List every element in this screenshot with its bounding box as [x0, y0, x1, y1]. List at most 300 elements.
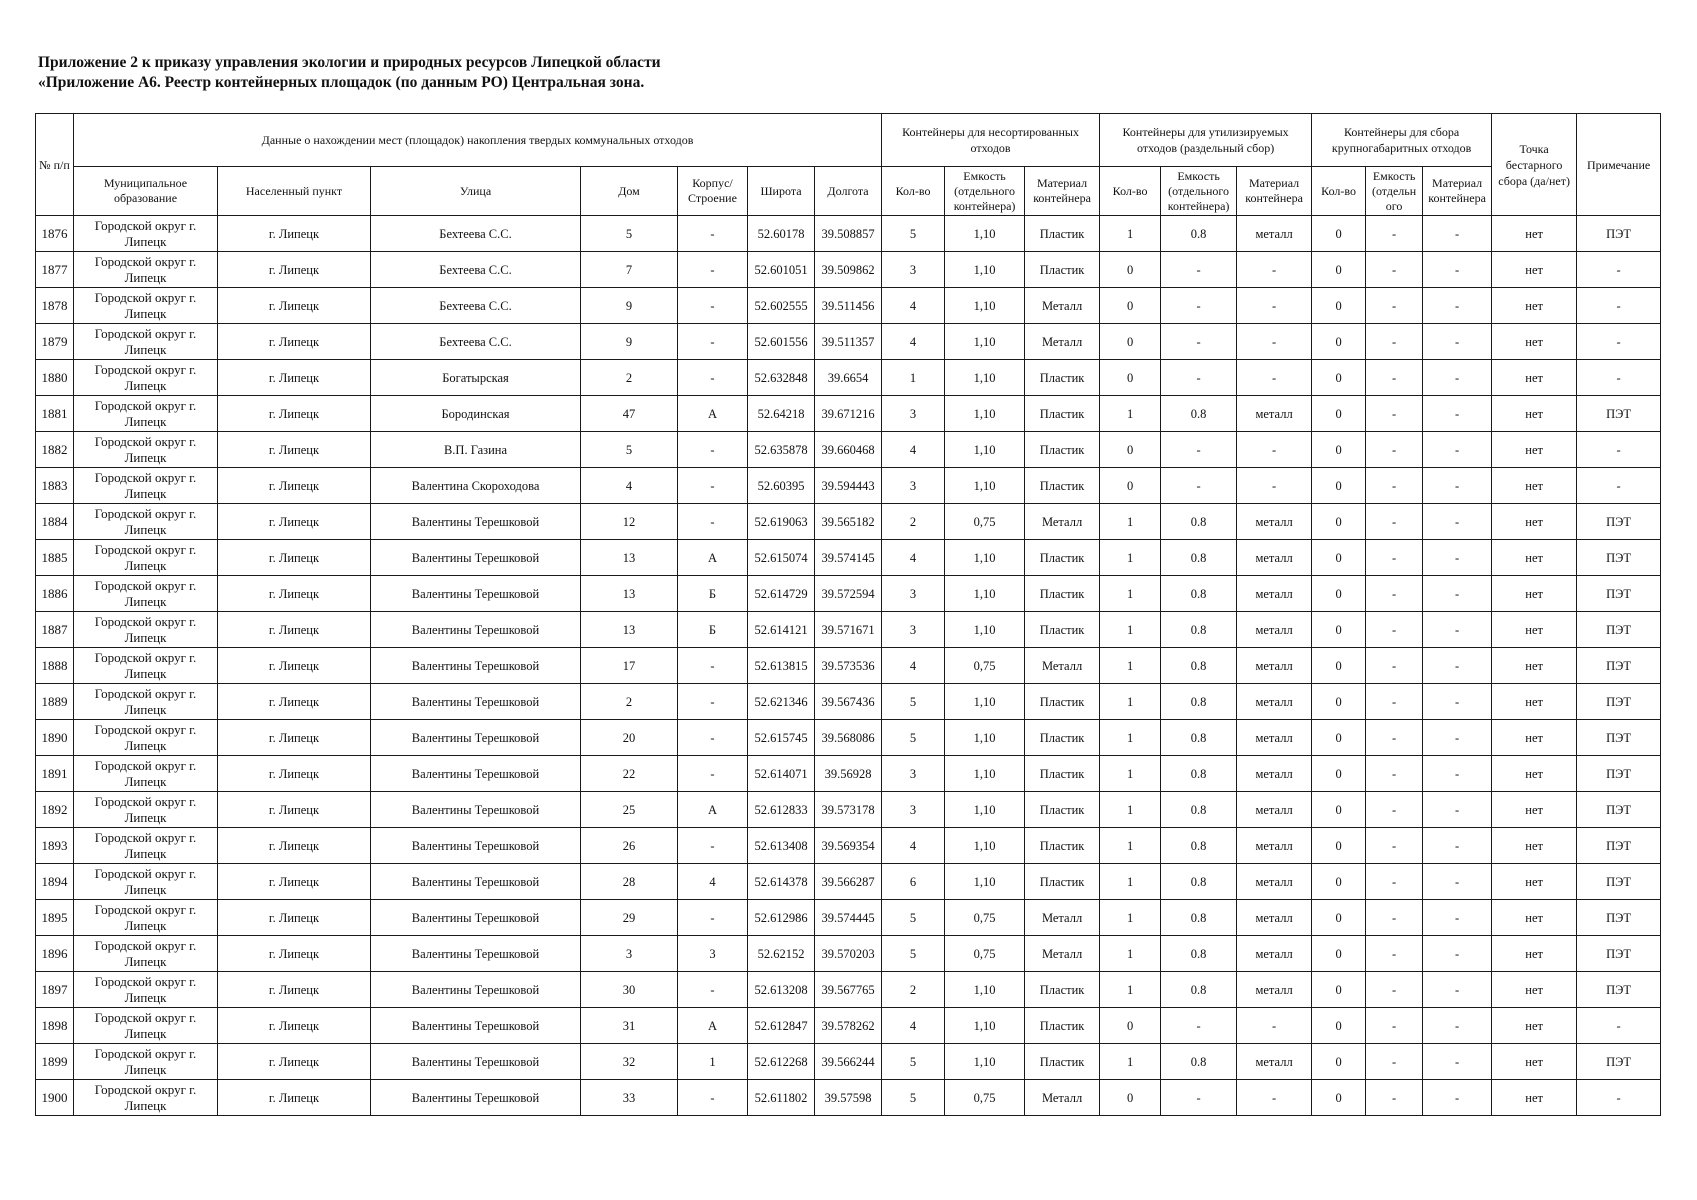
cell-bagless-point: нет	[1492, 1044, 1577, 1080]
cell-municipality: Городской округ г. Липецк	[74, 720, 218, 756]
cell-bulky-material: -	[1423, 684, 1492, 720]
cell-longitude: 39.567765	[815, 972, 882, 1008]
header-recycle-material: Материал контейнера	[1237, 167, 1312, 216]
cell-bulky-capacity: -	[1366, 1080, 1423, 1116]
container-sites-registry-table	[35, 113, 1661, 1116]
cell-municipality: Городской округ г. Липецк	[74, 468, 218, 504]
cell-settlement: г. Липецк	[218, 540, 371, 576]
cell-unsorted-capacity: 1,10	[945, 756, 1025, 792]
cell-note: -	[1577, 432, 1661, 468]
cell-municipality: Городской округ г. Липецк	[74, 864, 218, 900]
cell-bulky-material: -	[1423, 360, 1492, 396]
cell-bulky-material: -	[1423, 288, 1492, 324]
cell-longitude: 39.573536	[815, 648, 882, 684]
cell-bulky-material: -	[1423, 864, 1492, 900]
cell-building: -	[678, 756, 748, 792]
table-row	[36, 972, 1661, 1008]
cell-note: -	[1577, 288, 1661, 324]
cell-latitude: 52.62152	[748, 936, 815, 972]
cell-num: 1893	[36, 828, 74, 864]
cell-bulky-capacity: -	[1366, 324, 1423, 360]
cell-bulky-capacity: -	[1366, 504, 1423, 540]
cell-recycle-count: 1	[1100, 576, 1161, 612]
cell-bulky-capacity: -	[1366, 900, 1423, 936]
table-row	[36, 648, 1661, 684]
cell-latitude: 52.615745	[748, 720, 815, 756]
cell-note: ПЭТ	[1577, 972, 1661, 1008]
cell-bagless-point: нет	[1492, 288, 1577, 324]
cell-recycle-material: -	[1237, 468, 1312, 504]
cell-recycle-count: 0	[1100, 324, 1161, 360]
cell-recycle-material: металл	[1237, 648, 1312, 684]
cell-recycle-capacity: 0.8	[1161, 684, 1237, 720]
cell-house: 5	[581, 216, 678, 252]
cell-street: Валентины Терешковой	[371, 684, 581, 720]
cell-settlement: г. Липецк	[218, 432, 371, 468]
cell-bulky-material: -	[1423, 828, 1492, 864]
cell-bulky-material: -	[1423, 756, 1492, 792]
table-row	[36, 504, 1661, 540]
cell-bulky-material: -	[1423, 900, 1492, 936]
cell-recycle-material: -	[1237, 360, 1312, 396]
cell-building: -	[678, 324, 748, 360]
cell-unsorted-capacity: 1,10	[945, 288, 1025, 324]
cell-settlement: г. Липецк	[218, 612, 371, 648]
cell-bulky-capacity: -	[1366, 252, 1423, 288]
cell-unsorted-count: 4	[882, 324, 945, 360]
header-bulky-group: Контейнеры для сбора крупногабаритных отходов	[1312, 114, 1492, 167]
cell-unsorted-capacity: 1,10	[945, 252, 1025, 288]
cell-latitude: 52.602555	[748, 288, 815, 324]
header-settlement: Населенный пункт	[218, 167, 371, 216]
cell-building: А	[678, 792, 748, 828]
header-building: Корпус/ Строение	[678, 167, 748, 216]
cell-unsorted-count: 5	[882, 936, 945, 972]
cell-latitude: 52.615074	[748, 540, 815, 576]
cell-latitude: 52.614729	[748, 576, 815, 612]
cell-num: 1895	[36, 900, 74, 936]
cell-bulky-count: 0	[1312, 468, 1366, 504]
cell-note: -	[1577, 252, 1661, 288]
cell-bagless-point: нет	[1492, 360, 1577, 396]
table-row	[36, 576, 1661, 612]
header-house: Дом	[581, 167, 678, 216]
cell-settlement: г. Липецк	[218, 324, 371, 360]
header-bulky-material: Материал контейнера	[1423, 167, 1492, 216]
cell-unsorted-material: Металл	[1025, 324, 1100, 360]
cell-house: 4	[581, 468, 678, 504]
cell-bulky-count: 0	[1312, 828, 1366, 864]
table-row	[36, 396, 1661, 432]
cell-latitude: 52.612833	[748, 792, 815, 828]
cell-recycle-capacity: -	[1161, 324, 1237, 360]
cell-bulky-count: 0	[1312, 936, 1366, 972]
cell-street: Богатырская	[371, 360, 581, 396]
cell-bulky-capacity: -	[1366, 216, 1423, 252]
cell-latitude: 52.612986	[748, 900, 815, 936]
cell-note: -	[1577, 360, 1661, 396]
cell-longitude: 39.594443	[815, 468, 882, 504]
cell-latitude: 52.601051	[748, 252, 815, 288]
table-row	[36, 1008, 1661, 1044]
cell-street: Бородинская	[371, 396, 581, 432]
cell-note: ПЭТ	[1577, 504, 1661, 540]
cell-recycle-material: металл	[1237, 792, 1312, 828]
cell-municipality: Городской округ г. Липецк	[74, 576, 218, 612]
table-row	[36, 864, 1661, 900]
cell-recycle-material: металл	[1237, 612, 1312, 648]
cell-street: Валентины Терешковой	[371, 612, 581, 648]
cell-recycle-capacity: 0.8	[1161, 828, 1237, 864]
cell-bulky-count: 0	[1312, 900, 1366, 936]
cell-building: -	[678, 504, 748, 540]
cell-unsorted-capacity: 0,75	[945, 936, 1025, 972]
cell-bulky-capacity: -	[1366, 1008, 1423, 1044]
cell-num: 1890	[36, 720, 74, 756]
table-row	[36, 1044, 1661, 1080]
cell-building: -	[678, 432, 748, 468]
cell-recycle-count: 1	[1100, 504, 1161, 540]
cell-settlement: г. Липецк	[218, 288, 371, 324]
cell-building: Б	[678, 576, 748, 612]
cell-bulky-count: 0	[1312, 324, 1366, 360]
cell-bulky-material: -	[1423, 1080, 1492, 1116]
cell-unsorted-material: Пластик	[1025, 252, 1100, 288]
cell-recycle-material: металл	[1237, 720, 1312, 756]
title-line-2: «Приложение А6. Реестр контейнерных площадок (по данным РО) Центральная зона.	[38, 74, 645, 91]
cell-recycle-count: 0	[1100, 468, 1161, 504]
cell-bulky-capacity: -	[1366, 612, 1423, 648]
cell-latitude: 52.613208	[748, 972, 815, 1008]
cell-note: ПЭТ	[1577, 864, 1661, 900]
cell-recycle-count: 0	[1100, 252, 1161, 288]
cell-latitude: 52.621346	[748, 684, 815, 720]
cell-settlement: г. Липецк	[218, 1044, 371, 1080]
cell-bagless-point: нет	[1492, 936, 1577, 972]
cell-bulky-material: -	[1423, 972, 1492, 1008]
cell-longitude: 39.57598	[815, 1080, 882, 1116]
registry-body	[36, 216, 1661, 1116]
cell-bagless-point: нет	[1492, 252, 1577, 288]
cell-bagless-point: нет	[1492, 432, 1577, 468]
cell-bulky-count: 0	[1312, 612, 1366, 648]
cell-recycle-capacity: -	[1161, 252, 1237, 288]
table-row	[36, 360, 1661, 396]
cell-bagless-point: нет	[1492, 468, 1577, 504]
cell-building: -	[678, 684, 748, 720]
cell-bulky-material: -	[1423, 1008, 1492, 1044]
cell-house: 17	[581, 648, 678, 684]
cell-unsorted-capacity: 1,10	[945, 972, 1025, 1008]
cell-note: -	[1577, 468, 1661, 504]
cell-recycle-capacity: 0.8	[1161, 936, 1237, 972]
cell-note: ПЭТ	[1577, 900, 1661, 936]
cell-street: Бехтеева С.С.	[371, 324, 581, 360]
cell-house: 31	[581, 1008, 678, 1044]
cell-latitude: 52.614121	[748, 612, 815, 648]
cell-bagless-point: нет	[1492, 828, 1577, 864]
document-title	[38, 53, 661, 93]
cell-settlement: г. Липецк	[218, 864, 371, 900]
cell-street: Валентины Терешковой	[371, 504, 581, 540]
cell-note: ПЭТ	[1577, 684, 1661, 720]
header-recycle-group: Контейнеры для утилизируемых отходов (раздельный сбор)	[1100, 114, 1312, 167]
cell-house: 3	[581, 936, 678, 972]
cell-bulky-material: -	[1423, 720, 1492, 756]
cell-unsorted-material: Пластик	[1025, 468, 1100, 504]
cell-recycle-capacity: 0.8	[1161, 900, 1237, 936]
cell-num: 1897	[36, 972, 74, 1008]
cell-longitude: 39.567436	[815, 684, 882, 720]
cell-house: 5	[581, 432, 678, 468]
table-row	[36, 468, 1661, 504]
cell-unsorted-capacity: 0,75	[945, 900, 1025, 936]
cell-bagless-point: нет	[1492, 324, 1577, 360]
cell-house: 28	[581, 864, 678, 900]
cell-unsorted-material: Пластик	[1025, 576, 1100, 612]
cell-note: ПЭТ	[1577, 792, 1661, 828]
cell-recycle-count: 1	[1100, 900, 1161, 936]
cell-recycle-capacity: 0.8	[1161, 396, 1237, 432]
header-unsorted-count: Кол-во	[882, 167, 945, 216]
cell-longitude: 39.574145	[815, 540, 882, 576]
cell-municipality: Городской округ г. Липецк	[74, 432, 218, 468]
cell-bulky-count: 0	[1312, 360, 1366, 396]
cell-municipality: Городской округ г. Липецк	[74, 252, 218, 288]
cell-building: 4	[678, 864, 748, 900]
cell-settlement: г. Липецк	[218, 252, 371, 288]
cell-municipality: Городской округ г. Липецк	[74, 1008, 218, 1044]
cell-municipality: Городской округ г. Липецк	[74, 1044, 218, 1080]
cell-bulky-capacity: -	[1366, 360, 1423, 396]
cell-house: 9	[581, 288, 678, 324]
cell-municipality: Городской округ г. Липецк	[74, 936, 218, 972]
cell-bulky-capacity: -	[1366, 972, 1423, 1008]
cell-unsorted-material: Пластик	[1025, 1044, 1100, 1080]
cell-longitude: 39.573178	[815, 792, 882, 828]
cell-recycle-material: -	[1237, 252, 1312, 288]
cell-note: ПЭТ	[1577, 756, 1661, 792]
cell-bulky-count: 0	[1312, 504, 1366, 540]
cell-recycle-material: -	[1237, 1008, 1312, 1044]
cell-unsorted-material: Пластик	[1025, 792, 1100, 828]
cell-recycle-capacity: 0.8	[1161, 612, 1237, 648]
cell-bagless-point: нет	[1492, 216, 1577, 252]
cell-bagless-point: нет	[1492, 504, 1577, 540]
cell-house: 7	[581, 252, 678, 288]
cell-building: -	[678, 648, 748, 684]
cell-bagless-point: нет	[1492, 612, 1577, 648]
cell-unsorted-count: 5	[882, 216, 945, 252]
cell-recycle-capacity: -	[1161, 288, 1237, 324]
table-row	[36, 540, 1661, 576]
cell-latitude: 52.613815	[748, 648, 815, 684]
cell-unsorted-capacity: 1,10	[945, 540, 1025, 576]
cell-municipality: Городской округ г. Липецк	[74, 396, 218, 432]
cell-longitude: 39.568086	[815, 720, 882, 756]
cell-recycle-material: -	[1237, 324, 1312, 360]
cell-house: 30	[581, 972, 678, 1008]
cell-building: -	[678, 360, 748, 396]
cell-unsorted-material: Пластик	[1025, 684, 1100, 720]
cell-house: 47	[581, 396, 678, 432]
cell-bulky-capacity: -	[1366, 396, 1423, 432]
cell-recycle-material: -	[1237, 432, 1312, 468]
table-row	[36, 1080, 1661, 1116]
cell-recycle-material: металл	[1237, 1044, 1312, 1080]
cell-latitude: 52.60178	[748, 216, 815, 252]
cell-unsorted-count: 5	[882, 1044, 945, 1080]
cell-house: 33	[581, 1080, 678, 1116]
cell-recycle-material: металл	[1237, 864, 1312, 900]
cell-building: -	[678, 972, 748, 1008]
cell-municipality: Городской округ г. Липецк	[74, 756, 218, 792]
cell-building: -	[678, 720, 748, 756]
cell-bagless-point: нет	[1492, 540, 1577, 576]
cell-bulky-material: -	[1423, 1044, 1492, 1080]
cell-num: 1898	[36, 1008, 74, 1044]
cell-municipality: Городской округ г. Липецк	[74, 648, 218, 684]
cell-recycle-count: 1	[1100, 972, 1161, 1008]
cell-settlement: г. Липецк	[218, 216, 371, 252]
cell-unsorted-material: Пластик	[1025, 612, 1100, 648]
cell-num: 1892	[36, 792, 74, 828]
cell-house: 26	[581, 828, 678, 864]
cell-note: ПЭТ	[1577, 936, 1661, 972]
cell-recycle-capacity: 0.8	[1161, 792, 1237, 828]
cell-latitude: 52.612847	[748, 1008, 815, 1044]
cell-num: 1880	[36, 360, 74, 396]
table-row	[36, 936, 1661, 972]
header-bagless-point: Точка бестарного сбора (да/нет)	[1492, 114, 1577, 216]
cell-building: -	[678, 216, 748, 252]
cell-num: 1876	[36, 216, 74, 252]
cell-unsorted-material: Пластик	[1025, 432, 1100, 468]
cell-unsorted-material: Пластик	[1025, 828, 1100, 864]
cell-bulky-count: 0	[1312, 540, 1366, 576]
table-row	[36, 756, 1661, 792]
cell-recycle-material: металл	[1237, 828, 1312, 864]
cell-recycle-capacity: 0.8	[1161, 216, 1237, 252]
cell-bulky-material: -	[1423, 432, 1492, 468]
cell-note: ПЭТ	[1577, 576, 1661, 612]
cell-bulky-material: -	[1423, 936, 1492, 972]
cell-recycle-material: металл	[1237, 900, 1312, 936]
cell-recycle-capacity: -	[1161, 432, 1237, 468]
cell-recycle-capacity: 0.8	[1161, 864, 1237, 900]
cell-bulky-capacity: -	[1366, 540, 1423, 576]
cell-longitude: 39.578262	[815, 1008, 882, 1044]
cell-num: 1884	[36, 504, 74, 540]
cell-settlement: г. Липецк	[218, 720, 371, 756]
cell-bulky-capacity: -	[1366, 792, 1423, 828]
header-unsorted-capacity: Емкость (отдельного контейнера)	[945, 167, 1025, 216]
cell-unsorted-count: 2	[882, 504, 945, 540]
cell-num: 1888	[36, 648, 74, 684]
cell-bulky-capacity: -	[1366, 648, 1423, 684]
cell-longitude: 39.511456	[815, 288, 882, 324]
cell-note: ПЭТ	[1577, 216, 1661, 252]
cell-note: ПЭТ	[1577, 396, 1661, 432]
cell-recycle-capacity: 0.8	[1161, 648, 1237, 684]
cell-house: 22	[581, 756, 678, 792]
cell-bagless-point: нет	[1492, 720, 1577, 756]
cell-unsorted-count: 1	[882, 360, 945, 396]
cell-municipality: Городской округ г. Липецк	[74, 216, 218, 252]
cell-bulky-material: -	[1423, 576, 1492, 612]
cell-building: 3	[678, 936, 748, 972]
cell-unsorted-count: 5	[882, 900, 945, 936]
cell-house: 12	[581, 504, 678, 540]
cell-street: Валентины Терешковой	[371, 648, 581, 684]
cell-unsorted-capacity: 1,10	[945, 432, 1025, 468]
cell-bulky-material: -	[1423, 396, 1492, 432]
cell-unsorted-capacity: 1,10	[945, 612, 1025, 648]
cell-building: 1	[678, 1044, 748, 1080]
cell-street: Бехтеева С.С.	[371, 252, 581, 288]
table-row	[36, 684, 1661, 720]
cell-longitude: 39.660468	[815, 432, 882, 468]
cell-unsorted-material: Металл	[1025, 288, 1100, 324]
cell-unsorted-capacity: 1,10	[945, 576, 1025, 612]
header-recycle-capacity: Емкость (отдельного контейнера)	[1161, 167, 1237, 216]
cell-recycle-capacity: 0.8	[1161, 540, 1237, 576]
cell-recycle-capacity: -	[1161, 1080, 1237, 1116]
cell-bulky-material: -	[1423, 792, 1492, 828]
header-num: № п/п	[36, 114, 74, 216]
cell-num: 1883	[36, 468, 74, 504]
cell-municipality: Городской округ г. Липецк	[74, 684, 218, 720]
cell-longitude: 39.566244	[815, 1044, 882, 1080]
cell-street: Валентины Терешковой	[371, 792, 581, 828]
cell-house: 2	[581, 360, 678, 396]
cell-street: Валентина Скороходова	[371, 468, 581, 504]
cell-settlement: г. Липецк	[218, 972, 371, 1008]
cell-unsorted-capacity: 0,75	[945, 648, 1025, 684]
cell-unsorted-capacity: 1,10	[945, 684, 1025, 720]
cell-recycle-count: 1	[1100, 216, 1161, 252]
cell-num: 1891	[36, 756, 74, 792]
cell-unsorted-count: 4	[882, 1008, 945, 1044]
cell-bulky-count: 0	[1312, 1044, 1366, 1080]
cell-unsorted-capacity: 1,10	[945, 1008, 1025, 1044]
header-location-group: Данные о нахождении мест (площадок) накопления твердых коммунальных отходов	[74, 114, 882, 167]
cell-unsorted-count: 3	[882, 396, 945, 432]
cell-unsorted-capacity: 1,10	[945, 864, 1025, 900]
cell-bulky-material: -	[1423, 252, 1492, 288]
cell-unsorted-capacity: 1,10	[945, 360, 1025, 396]
cell-bulky-capacity: -	[1366, 1044, 1423, 1080]
cell-unsorted-count: 4	[882, 540, 945, 576]
cell-building: -	[678, 900, 748, 936]
cell-unsorted-capacity: 0,75	[945, 1080, 1025, 1116]
cell-num: 1900	[36, 1080, 74, 1116]
cell-latitude: 52.614071	[748, 756, 815, 792]
cell-bulky-material: -	[1423, 504, 1492, 540]
cell-settlement: г. Липецк	[218, 900, 371, 936]
cell-bulky-count: 0	[1312, 792, 1366, 828]
cell-longitude: 39.511357	[815, 324, 882, 360]
header-street: Улица	[371, 167, 581, 216]
cell-unsorted-material: Металл	[1025, 504, 1100, 540]
cell-note: ПЭТ	[1577, 828, 1661, 864]
header-bulky-capacity: Емкость (отдельн ого	[1366, 167, 1423, 216]
cell-recycle-count: 0	[1100, 432, 1161, 468]
cell-house: 13	[581, 540, 678, 576]
cell-street: Валентины Терешковой	[371, 1044, 581, 1080]
cell-note: -	[1577, 324, 1661, 360]
cell-latitude: 52.612268	[748, 1044, 815, 1080]
